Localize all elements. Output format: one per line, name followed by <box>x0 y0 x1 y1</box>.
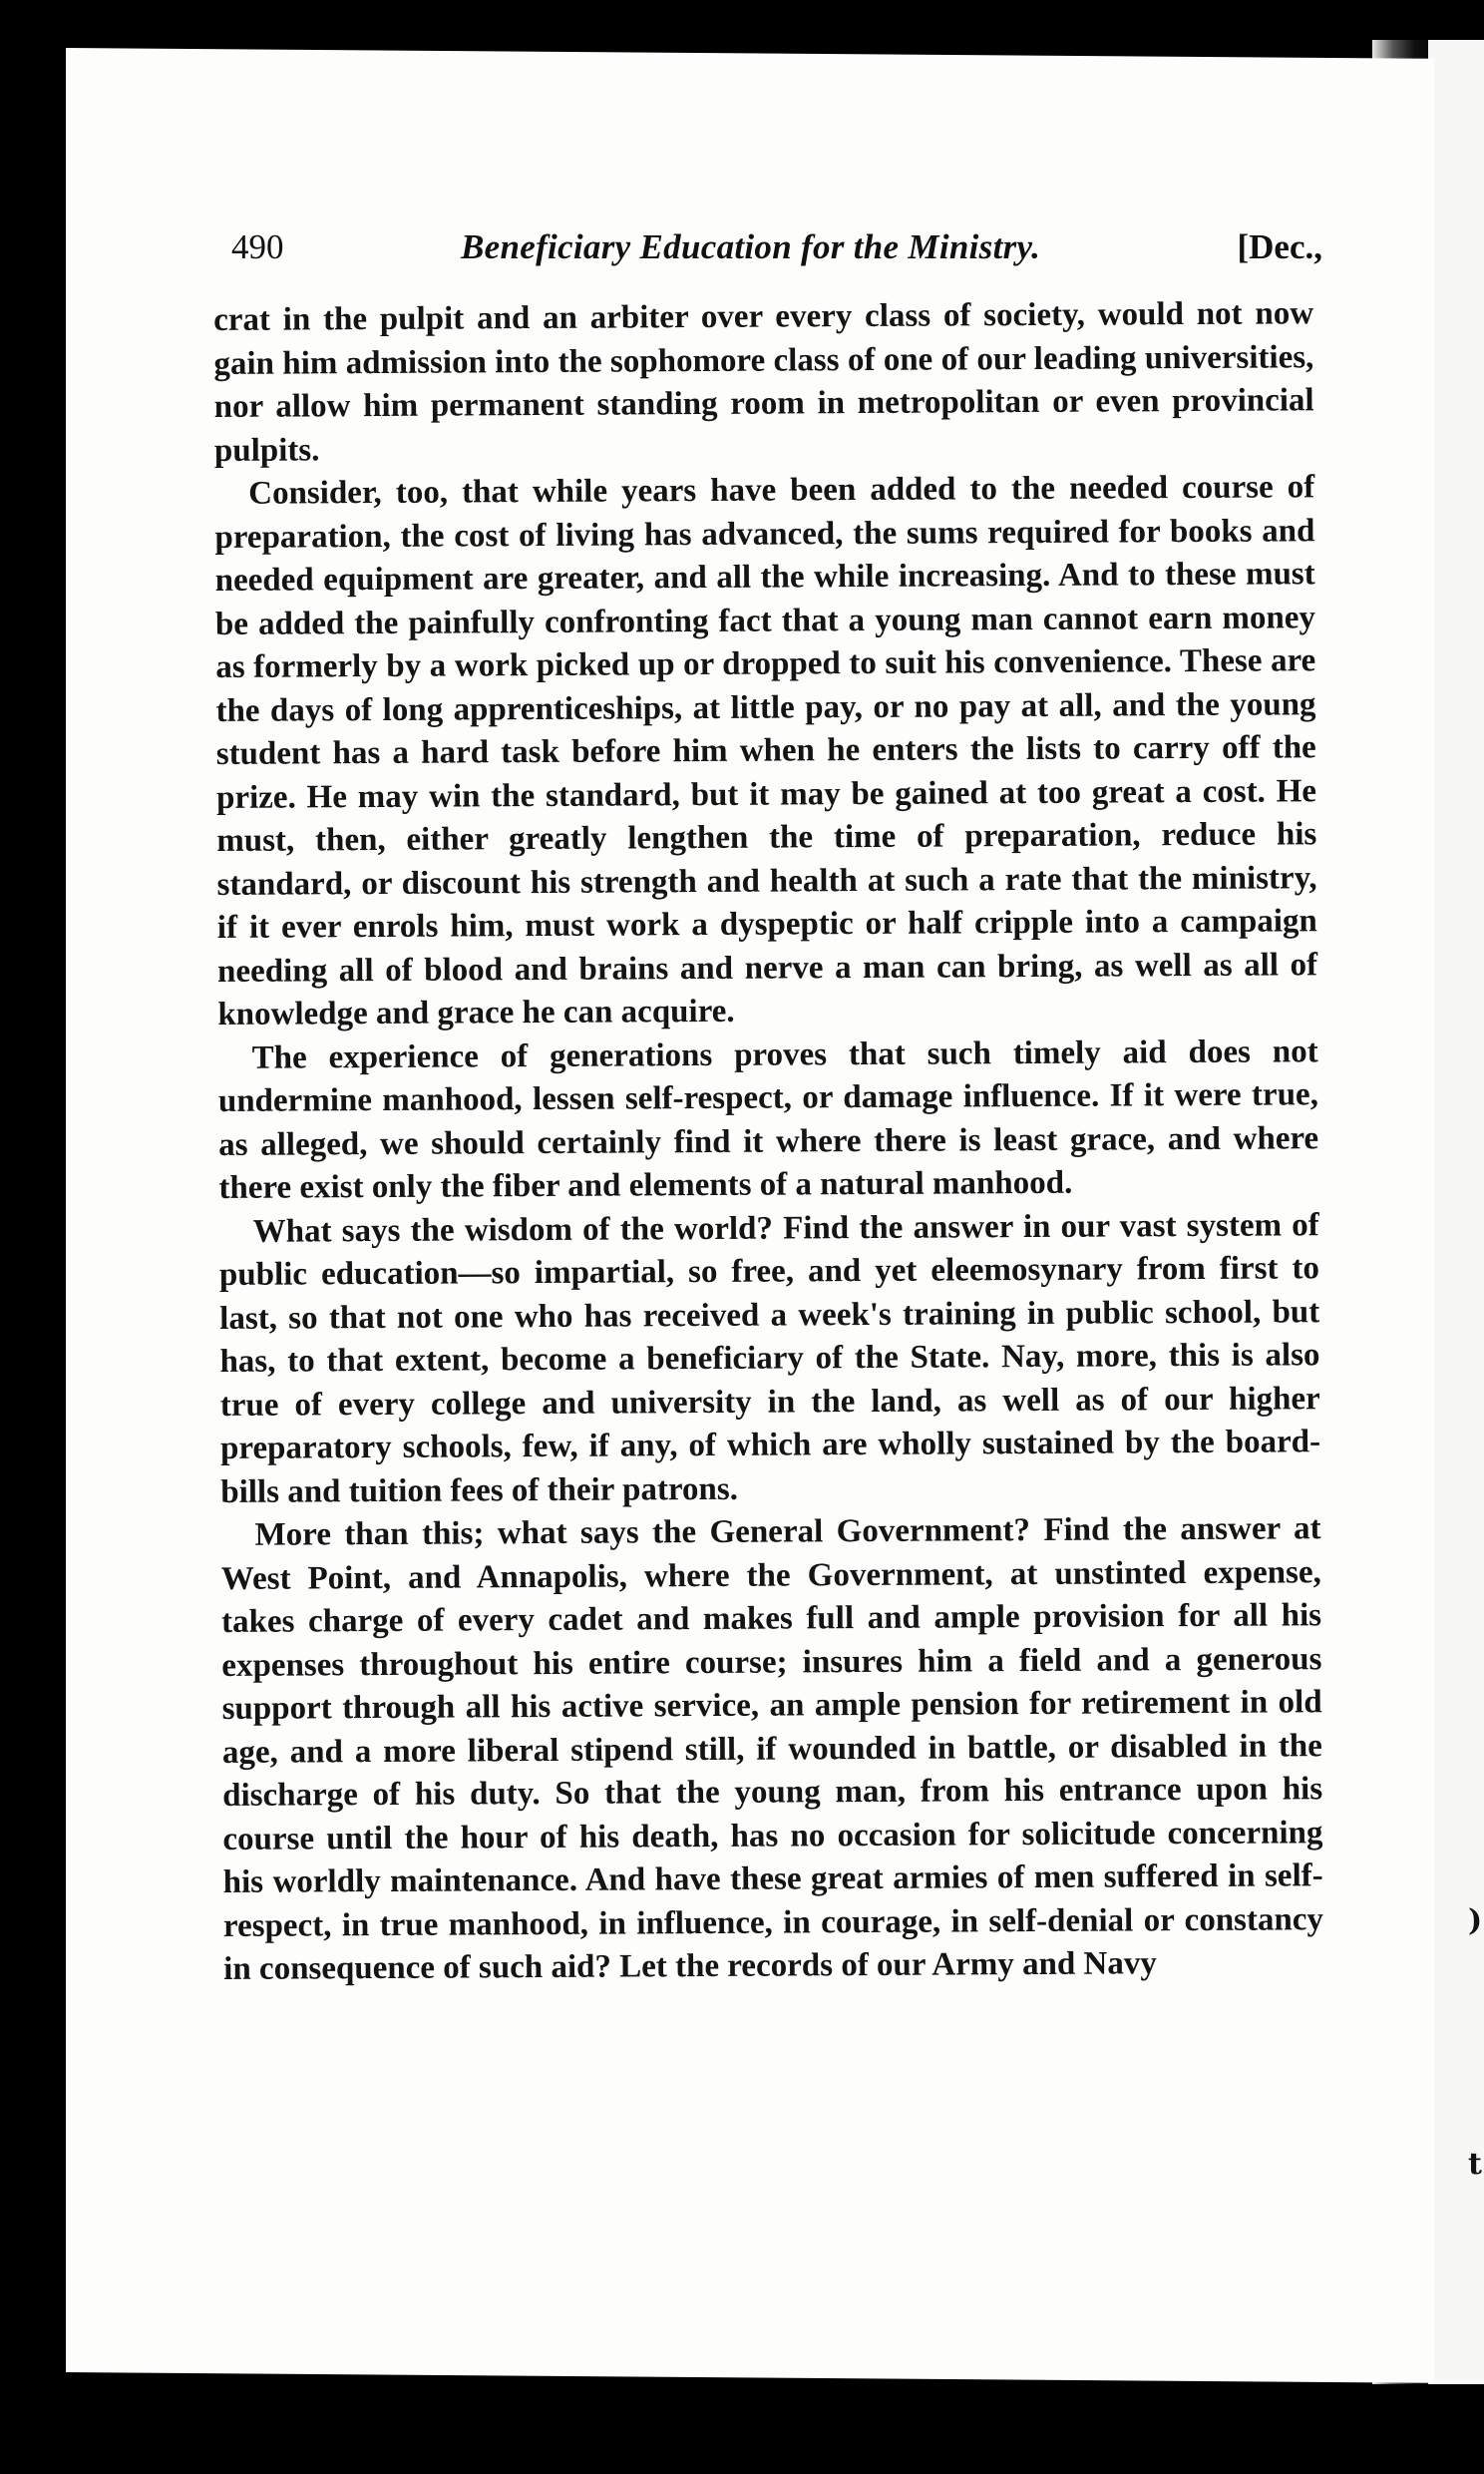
paragraph: What says the wisdom of the world? Find the answer in our vast system of public education—so impartial, so free, and yet eleemosynary from first to last, so that not one who has received a week's training in public school, but has, to that extent, become a beneficiary of the State. Nay, more, this is also true of every college and university in the land, as well as of our higher preparatory schools, few, if any, of which are wholly sustained by the board-bills and tuition fees of their patrons. <box>218 1206 1321 1510</box>
running-title: Beneficiary Education for the Ministry. <box>461 227 1041 266</box>
paragraph: The experience of generations proves that such timely aid does not undermine manhood, lessen self-respect, or damage influence. If it were true, as alleged, we should certainly find it where there is least grace, and where there exist only the fiber and elements of a natural manhood. <box>217 1032 1319 1206</box>
facing-page-edge <box>1428 40 1484 2384</box>
facing-page-fragment: ) <box>1468 1903 1483 1938</box>
section-mark: [Dec., <box>1237 227 1322 266</box>
paragraph: crat in the pulpit and an arbiter over every class of society, would not now gain him admission into the sophomore class of one of our leading universities, nor allow him permanent standing room in metropolitan or even provincial pulpits. <box>213 295 1314 469</box>
page-number: 490 <box>231 227 284 266</box>
paragraph: Consider, too, that while years have been added to the needed course of preparation, the cost of living has advanced, the sums required for books and needed equipment are greater, and all the while increasing. And to these must be added the painfully confronting fact that a young man cannot earn money as formerly by a work picked up or dropped to suit his convenience. These are the days of long apprenticeships, at little pay, or no pay at all, and the young student has a hard task before him when he enters the lists to carry off the prize. He may win the standard, but it may be gained at too great a cost. He must, then, either greatly lengthen the time of preparation, reduce his standard, or discount his strength and health at such a rate that the ministry, if it ever enrols him, must work a dyspeptic or half cripple into a campaign needing all of blood and brains and nerve a man can bring, as well as all of knowledge and grace he can acquire. <box>214 469 1318 1032</box>
page-header <box>231 227 1322 275</box>
facing-page-fragment: t <box>1468 2147 1482 2182</box>
body-text <box>213 292 1323 1991</box>
paragraph: More than this; what says the General Government? Find the answer at West Point, and Annapolis, where the Government, at unstinted expense, takes charge of every cadet and makes full and ample provision for all his expenses throughout his entire course; insures him a field and a generous support through all his active service, an ample pension for retirement in old age, and a more liberal stipend still, if wounded in battle, or disabled in the discharge of his duty. So that the young man, from his entrance upon his course until the hour of his death, has no occasion for solicitude concerning his worldly maintenance. And have these great armies of men suffered in self-respect, in true manhood, in influence, in courage, in self-denial or constancy in consequence of such aid? Let the records of our Army and Navy <box>220 1510 1324 1987</box>
